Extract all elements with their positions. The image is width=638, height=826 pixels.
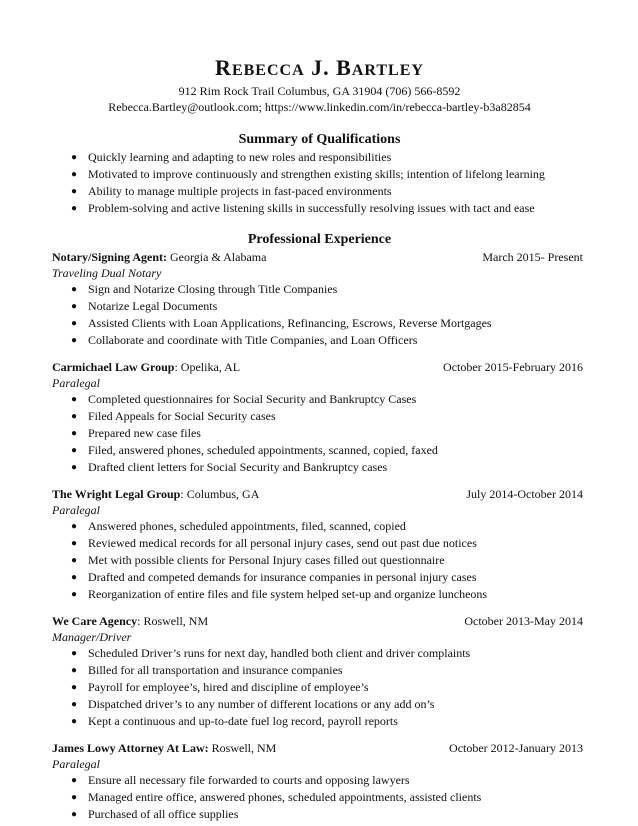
list-item	[71, 315, 587, 332]
list-item	[71, 442, 587, 459]
list-item-text: Problem-solving and active listening skills in successfully resolving issues with tact and ease	[88, 201, 535, 215]
list-item	[71, 645, 587, 662]
list-item	[71, 586, 587, 603]
list-item-text: Reviewed medical records for all personal injury cases, send out past due notices	[88, 536, 477, 550]
email-line: Rebecca.Bartley@outlook.com; https://www.linkedin.com/in/rebecca-bartley-b3a82854	[108, 100, 531, 114]
bullet-icon: ●	[71, 186, 78, 197]
list-item	[71, 535, 587, 552]
bullet-icon: ●	[71, 169, 78, 180]
job-role: Paralegal	[52, 503, 100, 517]
bullet-icon: ●	[71, 152, 78, 163]
job-entry	[52, 740, 587, 823]
list-item-text: Notarize Legal Documents	[88, 299, 218, 313]
experience-title: Professional Experience	[247, 232, 392, 247]
job-org: Carmichael Law Group	[52, 360, 175, 374]
list-item	[71, 281, 587, 298]
list-item	[71, 569, 587, 586]
job-entry	[52, 359, 587, 476]
job-org: The Wright Legal Group	[52, 487, 181, 501]
list-item-text: Filed, answered phones, scheduled appointments, scanned, copied, faxed	[88, 443, 438, 457]
bullet-icon: ●	[71, 572, 78, 583]
list-item-text: Drafted and competed demands for insurance companies in personal injury cases	[88, 570, 477, 584]
summary-title: Summary of Qualifications	[238, 132, 401, 147]
list-item-text: Met with possible clients for Personal Injury cases filled out questionnaire	[88, 553, 445, 567]
bullet-icon: ●	[71, 809, 78, 820]
list-item-text: Answered phones, scheduled appointments, filed, scanned, copied	[88, 519, 406, 533]
job-employer	[52, 740, 276, 756]
job-location: : Opelika, AL	[174, 360, 241, 374]
bullet-icon: ●	[71, 792, 78, 803]
bullet-icon: ●	[71, 394, 78, 405]
list-item-text: Assisted Clients with Loan Applications, Refinancing, Escrows, Reverse Mortgages	[88, 316, 492, 330]
job-duties	[52, 772, 587, 823]
list-item-text: Motivated to improve continuously and strengthen existing skills; intention of lifelong learning	[88, 167, 545, 181]
job-location: : Columbus, GA	[180, 487, 260, 501]
job-header	[52, 359, 587, 375]
bullet-icon: ●	[71, 716, 78, 727]
job-role: Paralegal	[52, 757, 100, 771]
job-employer	[52, 359, 240, 375]
name-last-initial: B	[336, 55, 352, 80]
job-header	[52, 613, 587, 629]
job-header	[52, 486, 587, 502]
job-header	[52, 740, 587, 756]
name-first-initial: R	[215, 55, 232, 80]
job-entry	[52, 249, 587, 349]
bullet-icon: ●	[71, 335, 78, 346]
bullet-icon: ●	[71, 318, 78, 329]
job-duties	[52, 518, 587, 603]
list-item-text: Collaborate and coordinate with Title Companies, and Loan Officers	[88, 333, 418, 347]
list-item	[71, 789, 587, 806]
list-item-text: Prepared new case files	[88, 426, 201, 440]
bullet-icon: ●	[71, 648, 78, 659]
bullet-icon: ●	[71, 589, 78, 600]
bullet-icon: ●	[71, 462, 78, 473]
list-item	[71, 200, 587, 217]
resume-page	[52, 56, 587, 823]
list-item	[71, 662, 587, 679]
list-item-text: Payroll for employee’s, hired and discipline of employee’s	[88, 680, 369, 694]
job-dates: October 2015-February 2016	[443, 360, 583, 374]
bullet-icon: ●	[71, 301, 78, 312]
summary-list	[52, 149, 587, 217]
list-item-text: Drafted client letters for Social Security and Bankruptcy cases	[88, 460, 388, 474]
list-item-text: Ability to manage multiple projects in fast-paced environments	[88, 184, 392, 198]
list-item-text: Purchased of all office supplies	[88, 807, 239, 821]
job-employer	[52, 249, 266, 265]
bullet-icon: ●	[71, 538, 78, 549]
list-item-text: Kept a continuous and up-to-date fuel log record, payroll reports	[88, 714, 398, 728]
job-employer	[52, 486, 259, 502]
job-duties	[52, 281, 587, 349]
bullet-icon: ●	[71, 682, 78, 693]
list-item-text: Dispatched driver’s to any number of different locations or any add on’s	[88, 697, 435, 711]
job-dates: July 2014-October 2014	[466, 487, 583, 501]
list-item	[71, 552, 587, 569]
bullet-icon: ●	[71, 665, 78, 676]
list-item	[71, 149, 587, 166]
list-item	[71, 391, 587, 408]
list-item	[71, 772, 587, 789]
job-dates: October 2012-January 2013	[449, 741, 583, 755]
job-org: James Lowy Attorney At Law:	[52, 741, 209, 755]
list-item	[71, 459, 587, 476]
job-role: Traveling Dual Notary	[52, 266, 162, 280]
job-dates: October 2013-May 2014	[464, 614, 583, 628]
list-item-text: Quickly learning and adapting to new roles and responsibilities	[88, 150, 392, 164]
list-item	[71, 166, 587, 183]
job-duties	[52, 645, 587, 730]
list-item-text: Ensure all necessary file forwarded to courts and opposing lawyers	[88, 773, 410, 787]
job-employer	[52, 613, 208, 629]
bullet-icon: ●	[71, 775, 78, 786]
job-org: Notary/Signing Agent:	[52, 250, 168, 264]
list-item	[71, 298, 587, 315]
job-role: Manager/Driver	[52, 630, 132, 644]
job-entry	[52, 486, 587, 603]
list-item-text: Scheduled Driver’s runs for next day, handled both client and driver complaints	[88, 646, 471, 660]
job-header	[52, 249, 587, 265]
list-item-text: Billed for all transportation and insurance companies	[88, 663, 343, 677]
list-item-text: Managed entire office, answered phones, scheduled appointments, assisted clients	[88, 790, 482, 804]
list-item	[71, 425, 587, 442]
address-line: 912 Rim Rock Trail Columbus, GA 31904 (706) 566-8592	[178, 84, 461, 98]
job-dates: March 2015- Present	[482, 250, 583, 264]
list-item	[71, 408, 587, 425]
list-item	[71, 713, 587, 730]
list-item	[71, 183, 587, 200]
job-location: Georgia & Alabama	[167, 250, 267, 264]
list-item-text: Sign and Notarize Closing through Title Companies	[88, 282, 338, 296]
candidate-name	[52, 56, 587, 83]
job-org: We Care Agency	[52, 614, 138, 628]
list-item	[71, 679, 587, 696]
list-item-text: Reorganization of entire files and file system helped set-up and organize luncheons	[88, 587, 488, 601]
bullet-icon: ●	[71, 411, 78, 422]
job-location: Roswell, NM	[208, 741, 277, 755]
name-middle: J.	[311, 55, 330, 80]
bullet-icon: ●	[71, 445, 78, 456]
list-item	[71, 518, 587, 535]
list-item	[71, 332, 587, 349]
name-first-rest: EBECCA	[231, 62, 305, 79]
bullet-icon: ●	[71, 555, 78, 566]
job-role: Paralegal	[52, 376, 100, 390]
bullet-icon: ●	[71, 203, 78, 214]
list-item-text: Completed questionnaires for Social Security and Bankruptcy Cases	[88, 392, 417, 406]
list-item	[71, 696, 587, 713]
name-last-rest: ARTLEY	[351, 62, 424, 79]
list-item	[71, 806, 587, 823]
list-item-text: Filed Appeals for Social Security cases	[88, 409, 276, 423]
bullet-icon: ●	[71, 521, 78, 532]
job-location: : Roswell, NM	[137, 614, 209, 628]
bullet-icon: ●	[71, 284, 78, 295]
job-entry	[52, 613, 587, 730]
bullet-icon: ●	[71, 699, 78, 710]
job-duties	[52, 391, 587, 476]
bullet-icon: ●	[71, 428, 78, 439]
